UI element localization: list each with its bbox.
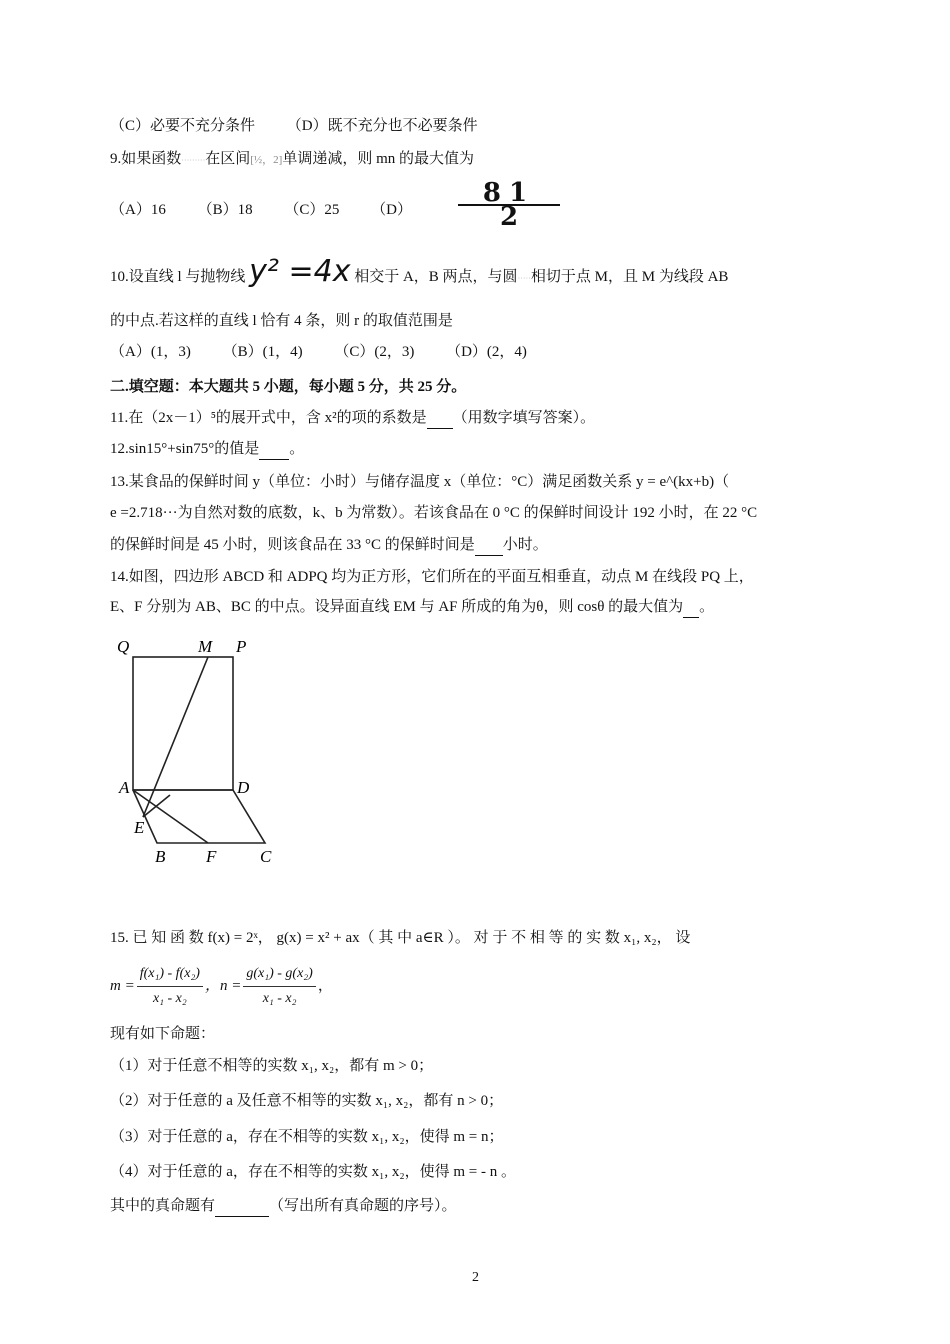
option-b: （B）18 bbox=[197, 202, 253, 218]
proposition-3: （3）对于任意的 a，存在不相等的实数 x₁, x₂，使得 m = n； bbox=[110, 1129, 504, 1145]
m-denominator: x₁ - x₂ bbox=[152, 991, 187, 1006]
n-label: ，n = bbox=[204, 977, 242, 994]
m-fraction bbox=[137, 962, 203, 1011]
q10-text-c: 相切于点 M，且 M 为线段 AB bbox=[530, 269, 729, 285]
q11-tail: （用数字填写答案）。 bbox=[452, 410, 596, 426]
q12 bbox=[110, 439, 304, 460]
q12-text: 12.sin15°+sin75°的值是 bbox=[110, 441, 260, 457]
square-abcd bbox=[133, 790, 265, 843]
option-a: （A）16 bbox=[110, 202, 166, 218]
q14-text: E、F 分别为 AB、BC 的中点。设异面直线 EM 与 AF 所成的角为θ，则 cosθ 的最大值为 bbox=[110, 599, 684, 615]
answer-blank bbox=[215, 1196, 269, 1217]
interval: [½，2] bbox=[250, 154, 283, 166]
line-em bbox=[143, 657, 208, 817]
q9-text-c: 单调递减，则 mn 的最大值为 bbox=[282, 151, 475, 167]
page-number: 2 bbox=[472, 1270, 479, 1285]
proposition-2: （2）对于任意的 a 及任意不相等的实数 x₁, x₂，都有 n > 0； bbox=[110, 1093, 504, 1109]
option-a: （A）(1，3) bbox=[110, 344, 191, 360]
fraction-81-over-2 bbox=[458, 178, 560, 232]
q14-line2 bbox=[110, 597, 714, 618]
q10-line2: 的中点.若这样的直线 l 恰有 4 条，则 r 的取值范围是 bbox=[110, 313, 453, 329]
label-m: M bbox=[198, 637, 213, 656]
label-f: F bbox=[206, 847, 217, 866]
answer-blank bbox=[475, 535, 503, 556]
option-d: （D）既不充分也不必要条件 bbox=[286, 118, 478, 134]
label-e: E bbox=[134, 818, 145, 837]
label-c: C bbox=[260, 847, 272, 866]
q11 bbox=[110, 408, 595, 429]
q15-definitions bbox=[110, 962, 333, 1011]
q10-options bbox=[110, 342, 527, 362]
answer-blank bbox=[683, 597, 699, 618]
square-adpq bbox=[133, 657, 233, 790]
function-image-placeholder: ········· bbox=[181, 156, 206, 165]
label-q: Q bbox=[117, 637, 130, 656]
m-numerator: f(x₁) - f(x₂) bbox=[137, 962, 203, 987]
label-a: A bbox=[119, 778, 130, 797]
q13-tail: 小时。 bbox=[502, 537, 548, 553]
geometry-figure bbox=[110, 630, 280, 870]
q14-line1: 14.如图，四边形 ABCD 和 ADPQ 均为正方形，它们所在的平面互相垂直，动点 M 在线段 PQ 上， bbox=[110, 569, 754, 585]
q13-line2: e =2.718···为自然对数的底数，k、b 为常数）。若该食品在 0 °C 的保鲜时间设计 192 小时，在 22 °C bbox=[110, 505, 758, 521]
q15-line1: 15. 已 知 函 数 f(x) = 2ˣ， g(x) = x² + ax（ 其 中 a∈R ）。 对 于 不 相 等 的 实 数 x₁, x₂， 设 bbox=[110, 930, 691, 946]
option-b: （B）(1，4) bbox=[222, 344, 303, 360]
denominator: 2 bbox=[499, 202, 519, 232]
proposition-1: （1）对于任意不相等的实数 x₁, x₂，都有 m > 0； bbox=[110, 1058, 434, 1074]
q10-text-a: 10.设直线 l 与抛物线 bbox=[110, 269, 246, 285]
q15-intro: 现有如下命题： bbox=[110, 1026, 216, 1042]
n-fraction bbox=[243, 962, 315, 1011]
q10-stem bbox=[110, 255, 728, 296]
answer-blank bbox=[259, 439, 289, 460]
section-heading: 二.填空题：本大题共 5 小题，每小题 5 分，共 25 分。 bbox=[110, 379, 467, 395]
comma: ， bbox=[317, 977, 333, 994]
q15-ask bbox=[110, 1196, 457, 1217]
option-c: （C）25 bbox=[284, 202, 340, 218]
m-label: m = bbox=[110, 977, 135, 994]
n-numerator: g(x₁) - g(x₂) bbox=[243, 962, 315, 987]
label-b: B bbox=[155, 847, 166, 866]
q13-line1: 13.某食品的保鲜时间 y（单位：小时）与储存温度 x（单位：°C）满足函数关系 y = e^(kx+b)（ bbox=[110, 474, 730, 490]
option-d: （D）(2，4) bbox=[446, 344, 527, 360]
n-denominator: x₁ - x₂ bbox=[262, 991, 297, 1006]
circle-image-placeholder: ····· bbox=[517, 274, 531, 283]
q9-text-a: 9.如果函数 bbox=[110, 151, 182, 167]
q8-options bbox=[110, 116, 478, 136]
numerator: 81 bbox=[458, 182, 560, 206]
label-p: P bbox=[236, 637, 247, 656]
q9-options bbox=[110, 200, 412, 220]
q9-stem bbox=[110, 149, 474, 171]
option-c: （C）(2，3) bbox=[334, 344, 415, 360]
label-d: D bbox=[237, 778, 250, 797]
option-c: （C）必要不充分条件 bbox=[110, 118, 256, 134]
q9-text-b: 在区间 bbox=[205, 151, 251, 167]
option-d: （D） bbox=[371, 202, 412, 218]
q13-text: 的保鲜时间是 45 小时，则该食品在 33 °C 的保鲜时间是 bbox=[110, 537, 475, 553]
q15-ask-text: 其中的真命题有 bbox=[110, 1198, 216, 1214]
q10-text-b: 相交于 A，B 两点，与圆 bbox=[354, 269, 518, 285]
q14-tail: 。 bbox=[699, 599, 715, 615]
answer-blank bbox=[427, 408, 453, 429]
q13-line3 bbox=[110, 535, 548, 556]
q12-tail: 。 bbox=[289, 441, 305, 457]
parabola-equation: y² =4x bbox=[249, 254, 351, 289]
proposition-4: （4）对于任意的 a，存在不相等的实数 x₁, x₂，使得 m = - n 。 bbox=[110, 1164, 516, 1180]
q15-ask-tail: （写出所有真命题的序号）。 bbox=[269, 1198, 457, 1214]
q11-text: 11.在（2x－1）⁵的展开式中，含 x²的项的系数是 bbox=[110, 410, 427, 426]
